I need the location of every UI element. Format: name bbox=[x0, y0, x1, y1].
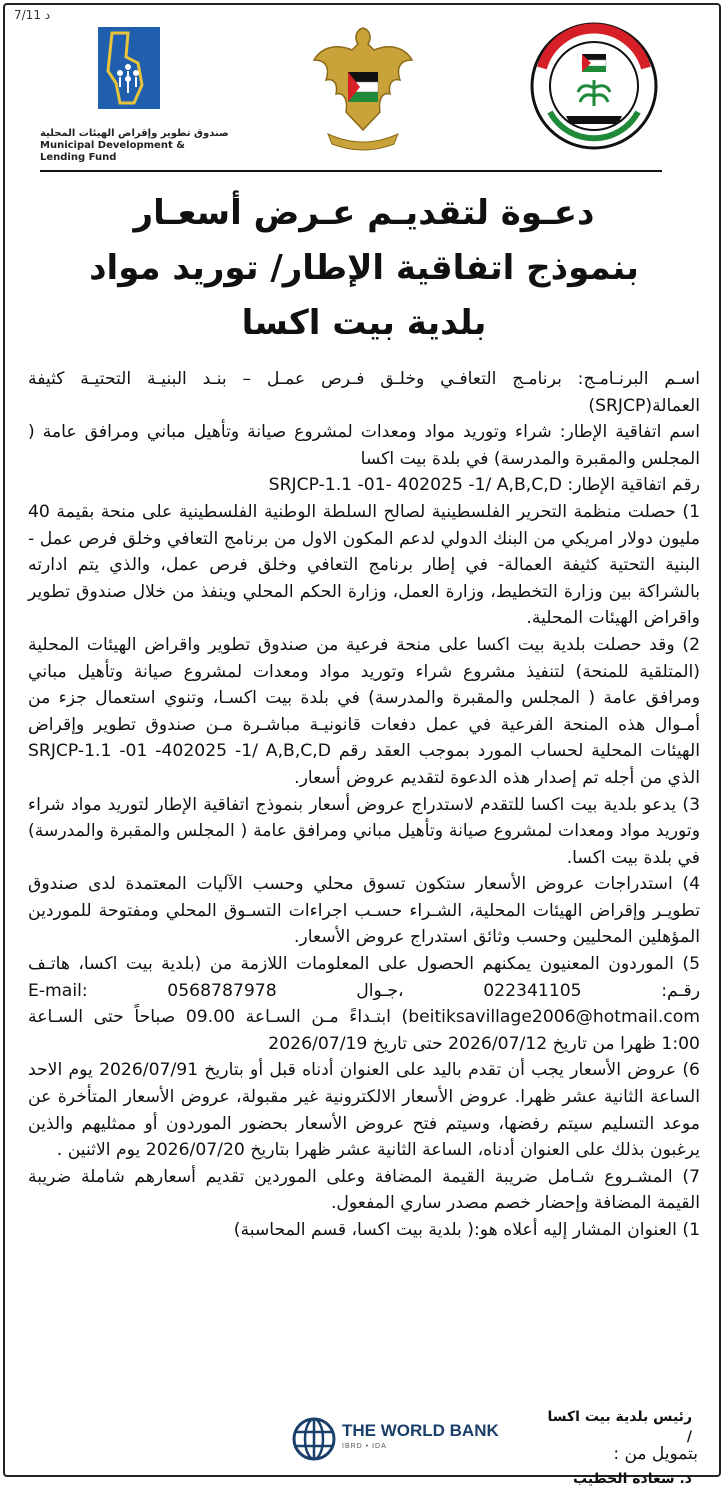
framework-number-value: SRJCP-1.1 -01- 402025 -1/ A,B,C,D bbox=[268, 475, 562, 496]
address-line: 1) العنوان المشار إليه أعلاه هو:( بلدية بيت اكسا، قسم المحاسبة) bbox=[233, 1220, 700, 1240]
announcement-title bbox=[0, 186, 728, 351]
framework-line: اسم اتفاقية الإطار: شراء وتوريد مواد ومعدات لمشروع صيانة وتأهيل مباني ومرافق عامة ( المجلس والمقبرة والمدرسة) في بلدة بيت اكسا bbox=[28, 422, 700, 469]
globe-icon bbox=[292, 1417, 336, 1461]
title-line-1: دعـوة لتقديـم عـرض أسعـار bbox=[133, 193, 595, 233]
list-item-1: 1) حصلت منظمة التحرير الفلسطينية لصالح السلطة الوطنية الفلسطينية على منحة بقيمة 40 مليون دولار امريكي من البنك الدولي لدعم المكون الاول من برنامج التعافي وخلق فرص عمل - البنية التحتية كثيفة العمالة- في إطار برنامج التعافي وخلق فرص عمل، والذي يتم ادارته بالشراكة بين وزارة التخطيط، وزارة العمل، وزارة الحكم المحلي وينفذ من خلال صندوق تطوير واقراض الهيئات المحلية. bbox=[28, 501, 700, 629]
mdlf-logo bbox=[40, 24, 230, 163]
framework-number-label: رقم اتفاقية الإطار: bbox=[567, 475, 700, 496]
title-line-3: بلدية بيت اكسا bbox=[241, 303, 487, 343]
mdlf-name-en: Municipal Development & Lending Fund bbox=[40, 140, 185, 163]
world-bank-name: THE WORLD BANK bbox=[342, 1421, 499, 1440]
world-bank-logo bbox=[292, 1417, 512, 1461]
beit-iksa-municipality-seal bbox=[528, 20, 660, 152]
mdlf-name-ar: صندوق تطوير وإقراض الهيئات المحلية bbox=[40, 128, 229, 139]
page-number: 7/11 د bbox=[14, 8, 51, 22]
mdlf-logo-mark bbox=[98, 27, 160, 109]
list-item-4: 4) استدراجات عروض الأسعار ستكون تسوق محلي وحسب الآليات المعتمدة لدى صندوق تطويـر وإقراض الهيئات المحلية، الشـراء حسـب اجراءات التسـوق المحلي ومفتوحة للموردين المؤهلين المحليين وحسب وثائق استدراج عروض الأسعار. bbox=[28, 874, 700, 948]
mdlf-caption bbox=[40, 128, 230, 164]
program-line: اسـم البرنـامـج: برنامـج التعافـي وخلـق فـرص عمـل – بنـد البنيـة التحتيـة كثيفة العمالة(SRJCP) bbox=[28, 369, 700, 416]
palestine-eagle-emblem bbox=[308, 20, 418, 152]
announcement-body bbox=[28, 366, 700, 1244]
signatory-title: رئيس بلدية بيت اكسا / bbox=[547, 1409, 692, 1445]
list-item-3: 3) يدعو بلدية بيت اكسا للتقدم لاستدراج عروض أسعار بنموذج اتفاقية الإطار لتوريد مواد شراء وتوريد مواد ومعدات لمشروع صيانة وتأهيل مباني ومرافق عامة ( المجلس والمقبرة والمدرسة) في بلدة بيت اكسا. bbox=[28, 794, 700, 868]
list-item-5: 5) الموردون المعنيون يمكنهم الحصول على المعلومات اللازمة من (بلدية بيت اكسا، هاتـف رقـم: 022341105 ،جـوال 0568787978 E-mail: beitiksavillage2006@hotmail.com) ابتـداءً مـن السـاعة 09.00 صباحاً حتى السـاعة 1:00 ظهرا من تاريخ 2026/07/12 حتى تاريخ 2026/07/19 bbox=[28, 954, 701, 1054]
title-line-2: بنموذج اتفاقية الإطار/ توريد مواد bbox=[89, 248, 639, 288]
list-item-7: 7) المشـروع شـامل ضريبة القيمة المضافة وعلى الموردين تقديم أسعارهم شاملة ضريبة القيمة المضافة وإحضار خصم مصدر ساري المفعول. bbox=[28, 1166, 700, 1214]
world-bank-subtitle: IBRD • IDA bbox=[342, 1443, 387, 1450]
list-item-6: 6) عروض الأسعار يجب أن تقدم باليد على العنوان أدناه قبل أو بتاريخ 2026/07/91 يوم الاحد الساعة الثانية عشر ظهرا. عروض الأسعار الالكترونية غير مقبولة، عروض الأسعار المتأخرة عن موعد التسليم سيتم رفضها، وسيتم فتح عروض الأسعار بحضور الموردون أو ممثليهم والذين يرغبون بذلك على العنوان أدناه، الساعة الثانية عشر ظهرا بتاريخ 2026/07/20 يوم الاثنين . bbox=[28, 1060, 700, 1161]
framework-number-line bbox=[28, 472, 700, 499]
funded-by-label: بتمويل من : bbox=[613, 1444, 698, 1464]
list-item-2: 2) وقد حصلت بلدية بيت اكسا على منحة فرعية من صندوق تطوير واقراض الهيئات المحلية (المتلقية للمنحة) لتنفيذ مشروع شراء وتوريد مواد ومعدات لمشروع صيانة وتأهيل مباني ومرافق عامة ( المجلس والمقبرة والمدرسة) في بلدة بيت اكسـا، وتنوي استعمال جزء من أمـوال هذه المنحة الفرعية في عمل دفعات قانونيـة مباشـرة مـن صندوق تطوير وإقراض الهيئات المحلية لحساب المورد بموجب العقد رقم SRJCP-1.1 -01 -402025 -1/ A,B,C,D الذي من أجله تم إصدار هذه الدعوة لتقديم عروض أسعار. bbox=[28, 634, 700, 788]
signatory-name: د. سعادة الخطيب bbox=[573, 1471, 692, 1487]
header-divider bbox=[40, 170, 662, 172]
